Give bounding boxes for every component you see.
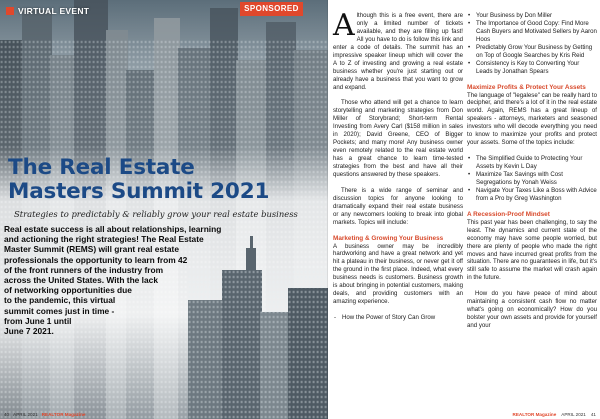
footer-right	[513, 412, 596, 417]
list-item: • Maximize Tax Savings with Cost Segregations by Yonah Weiss	[467, 171, 597, 187]
page-number: 41	[590, 412, 596, 417]
section-tag	[6, 6, 89, 16]
body-paragraph: How do you have peace of mind about maintaining a consistent cash flow no matter what's going on economically? How do you bolster your own assets and provide for yourself and your	[467, 290, 597, 330]
intro-line: to the pandemic, this virtual	[4, 295, 116, 306]
issue-date: APRIL 2021	[561, 412, 586, 417]
intro-line: of networking opportunities due	[4, 285, 132, 296]
sponsored-badge: SPONSORED	[240, 2, 303, 16]
intro-line: June 7 2021.	[4, 326, 54, 337]
body-paragraph	[333, 8, 463, 92]
intro-line: Master Summit (REMS) will grant real estate	[4, 244, 179, 255]
section-heading: Marketing & Growing Your Business	[333, 234, 444, 242]
intro-line: summit comes just in time -	[4, 305, 115, 316]
intro-line: from June 1 until	[4, 315, 72, 326]
list-item: • Navigate Your Taxes Like a Boss with Advice from a Pro by Greg Washington	[467, 187, 597, 203]
body-paragraph: Those who attend will get a chance to learn storytelling and marketing strategies from Don Miller of Storybrand; Short-term Rental Investing from Avery Carl ($158 million in sales in 2020); David Greene, CEO of Bigger Pockets; and many more! Any business owner even remotely related to the real estate world has a great chance to learn time-tested strategies from the best and have all their questions answered by these speakers.	[333, 99, 463, 178]
title-line: Masters Summit 2021	[8, 179, 270, 204]
intro-line: and actioning the right strategies! The Real Estate	[4, 234, 204, 245]
topic-list	[467, 155, 597, 203]
intro-paragraph	[4, 224, 236, 336]
text-column-1	[333, 8, 463, 330]
list-item: • The Importance of Good Copy: Find More Cash Buyers and Motivated Sellers by Aaron Hoos	[467, 20, 597, 44]
body-text: lthough this is a free event, there are only a limited number of tickets available, and they are filling up fast! All you have to do is follow this link and enter a code of details. The summit has an impressive speaker lineup which will cover the A to Z of investing and growing a real estate business whether you're just starting out or already have a business that you want to grow and expand.	[333, 12, 463, 91]
intro-line: professionals the opportunity to learn from 42	[4, 254, 188, 265]
body-paragraph: This past year has been challenging, to say the least. The dynamics and current state of the economy may have some people worried, but there are plenty of people who made the right moves and have incurred great profits from the situation. There are no guarantees in life, but it's still safe to assume the market will crash again in the future.	[467, 218, 597, 282]
list-item: • Predictably Grow Your Business by Getting on Top of Google Searches by Kris Reid	[467, 44, 597, 60]
section-tag-marker	[6, 7, 14, 15]
right-page	[328, 0, 600, 419]
body-paragraph: The language of "legalese" can be really hard to decipher, and there's a lot of it in the real estate world. Again, REMS has a great lineup of speakers - attorneys, marketers and seasoned investors who will decode everything you need to know to maximize your profits and protect your assets. Some of the topics include:	[467, 91, 597, 147]
page-number: 40	[4, 412, 10, 417]
list-item: • Consistency is Key to Converting Your Leads by Jonathan Spears	[467, 60, 597, 76]
section-heading: Maximize Profits & Protect Your Assets	[467, 83, 586, 91]
drop-cap: A	[333, 8, 355, 43]
title-line: The Real Estate	[8, 155, 195, 180]
topic-list	[333, 314, 463, 322]
intro-line: Real estate success is all about relationships, learning	[4, 224, 222, 234]
list-item: • The Simplified Guide to Protecting Your Assets by Kevin L Day	[467, 155, 597, 171]
intro-line: across the United States. With the lack	[4, 275, 158, 286]
list-item: - How the Power of Story Can Grow	[333, 314, 463, 322]
article-subtitle: Strategies to predictably & reliably grow your real estate business	[14, 209, 298, 219]
body-paragraph: There is a wide range of seminar and discussion topics for anyone looking to dramatically expand their real estate business or any newcomers looking to break into global markets. Topics will include:	[333, 186, 463, 226]
magazine-brand: REALTOR Magazine	[512, 412, 557, 417]
section-heading: A Recession-Proof Mindset	[467, 210, 550, 218]
section-label: VIRTUAL EVENT	[18, 6, 90, 16]
footer-left	[4, 412, 85, 417]
list-item: • Your Business by Don Miller	[467, 12, 597, 20]
article-title	[8, 156, 320, 204]
text-column-2	[467, 12, 597, 338]
topic-list	[467, 12, 597, 76]
body-paragraph: A business owner may be incredibly hardworking and have a great network and yet hit a plateau in their business, or never get it off the ground in the first place. Indeed, what every business needs is customers. Business growth is about bringing in potential customers, making deals, and providing customers with an amazing experience.	[333, 242, 463, 306]
intro-line: of the front runners of the industry from	[4, 264, 164, 275]
magazine-brand: REALTOR Magazine	[41, 412, 86, 417]
issue-date: APRIL 2021	[13, 412, 38, 417]
